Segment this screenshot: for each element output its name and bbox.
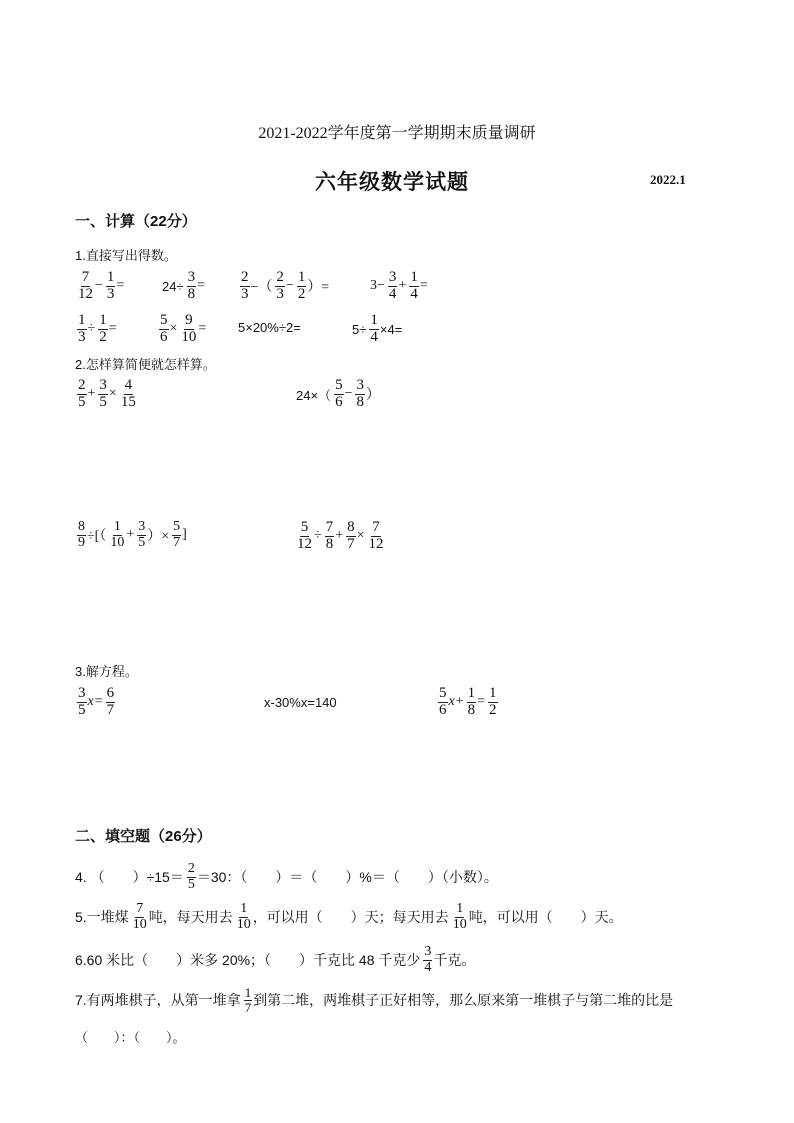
fraction: $\frac{6}{7}$ xyxy=(106,685,115,718)
q3-equation-2: x-30%x=140 xyxy=(264,695,337,710)
fraction: $\frac{3}{4}$ xyxy=(388,269,397,302)
exam-subtitle: 2021-2022学年度第一学期期末质量调研 xyxy=(258,125,536,142)
fraction: $\frac{1}{2}$ xyxy=(99,312,107,345)
fraction: $\frac{1}{3}$ xyxy=(78,312,86,345)
q4-line: 4. （ ）÷15＝ $\frac{2}{5}$ ＝30：（ ）＝（ ）%＝（ ）（小数）。 xyxy=(75,861,498,892)
fraction: $\frac{1}{7}$ xyxy=(244,985,252,1015)
q7-line-1: 7.有两堆棋子，从第一堆拿 $\frac{1}{7}$ 到第二堆，两堆棋子正好相等，那么原来第一堆棋子与第二堆的比是 xyxy=(75,985,674,1015)
fraction: $\frac{3}{8}$ xyxy=(187,269,196,302)
q2-expr-4: $\frac{5}{12}$ ÷ $\frac{7}{8}$ + $\frac{8}{7}$ × $\frac{7}{12}$ xyxy=(297,519,384,552)
q7-line-2: （ ）：（ ）。 xyxy=(75,1030,186,1045)
fraction: $\frac{2}{5}$ xyxy=(78,377,86,410)
q1-row1-expr-c: $\frac{2}{3}$ −（ $\frac{2}{3}$ − $\frac{1}{2}$ ）= xyxy=(241,269,330,302)
section-2-heading: 二、填空题（26分） xyxy=(75,828,212,845)
exam-date: 2022.1 xyxy=(650,172,686,187)
q1-row2-expr-b: $\frac{5}{6}$ × $\frac{9}{10}$ = xyxy=(160,312,207,345)
q3-label: 3.解方程。 xyxy=(75,664,138,679)
fraction: $\frac{1}{10}$ xyxy=(236,901,251,932)
q5-line: 5.一堆煤 $\frac{7}{10}$ 吨，每天用去 $\frac{1}{10}$ ，可以用（ ）天；每天用去 $\frac{1}{10}$ 吨，可以用（ ）天。 xyxy=(75,901,623,932)
fraction: $\frac{7}{10}$ xyxy=(132,901,147,932)
fraction: $\frac{5}{6}$ xyxy=(439,685,447,718)
fraction: $\frac{1}{10}$ xyxy=(110,519,125,550)
fraction: $\frac{2}{3}$ xyxy=(276,269,284,302)
fraction: $\frac{9}{10}$ xyxy=(181,312,197,345)
q1-row1-expr-a: $\frac{7}{12}$ − $\frac{1}{3}$ = xyxy=(78,269,125,302)
fraction: $\frac{3}{5}$ xyxy=(138,519,146,550)
fraction: $\frac{5}{7}$ xyxy=(173,519,181,550)
fraction: $\frac{1}{8}$ xyxy=(467,685,476,718)
q2-expr-2: 24×（ $\frac{5}{6}$ − $\frac{3}{8}$ ） xyxy=(296,377,380,410)
q2-expr-1: $\frac{2}{5}$ + $\frac{3}{5}$ × $\frac{4}{15}$ xyxy=(78,377,136,410)
q1-label: 1.直接写出得数。 xyxy=(75,248,177,263)
fraction: $\frac{1}{2}$ xyxy=(297,269,306,302)
fraction: $\frac{5}{6}$ xyxy=(335,377,343,410)
fraction: $\frac{7}{12}$ xyxy=(368,519,384,552)
q1-row1-expr-d: 3− $\frac{3}{4}$ + $\frac{1}{4}$ = xyxy=(370,269,428,302)
q1-row2-expr-d: 5÷ $\frac{1}{4}$ ×4= xyxy=(352,312,403,345)
fraction: $\frac{1}{4}$ xyxy=(410,269,418,302)
fraction: $\frac{3}{5}$ xyxy=(99,377,107,410)
fraction: $\frac{1}{3}$ xyxy=(106,269,115,302)
fraction: $\frac{2}{3}$ xyxy=(241,269,249,302)
q3-equation-3: $\frac{5}{6}$ x + $\frac{1}{8}$ = $\frac{1}{2}$ xyxy=(439,685,497,718)
fraction: $\frac{8}{7}$ xyxy=(347,519,355,552)
fraction: $\frac{2}{5}$ xyxy=(187,861,195,892)
q2-expr-3: $\frac{8}{9}$ ÷[（ $\frac{1}{10}$ + $\frac{3}{5}$ ）× $\frac{5}{7}$ ] xyxy=(78,519,187,550)
q1-row2-expr-a: $\frac{1}{3}$ ÷ $\frac{1}{2}$ = xyxy=(78,312,117,345)
fraction: $\frac{7}{12}$ xyxy=(78,269,93,302)
exam-title: 六年级数学试题 xyxy=(315,170,469,194)
section-1-heading: 一、计算（22分） xyxy=(75,213,197,230)
q2-label: 2.怎样算简便就怎样算。 xyxy=(75,357,216,372)
fraction: $\frac{5}{6}$ xyxy=(160,312,168,345)
q6-line: 6.60 米比（ ）米多 20%；（ ）千克比 48 千克少 $\frac{3}{4}$ 千克。 xyxy=(75,944,476,975)
q1-row1-expr-b: 24÷ $\frac{3}{8}$ = xyxy=(162,269,206,302)
fraction: $\frac{8}{9}$ xyxy=(78,519,85,550)
fraction: $\frac{1}{4}$ xyxy=(370,312,378,345)
q3-equation-1: $\frac{3}{5}$ x = $\frac{6}{7}$ xyxy=(78,685,115,718)
fraction: $\frac{3}{8}$ xyxy=(356,377,364,410)
fraction: $\frac{1}{10}$ xyxy=(452,901,467,932)
q1-row2-expr-c: 5×20%÷2= xyxy=(238,320,301,335)
fraction: $\frac{4}{15}$ xyxy=(120,377,136,410)
fraction: $\frac{3}{4}$ xyxy=(424,944,432,975)
fraction: $\frac{3}{5}$ xyxy=(78,685,86,718)
fraction: $\frac{7}{8}$ xyxy=(325,519,334,552)
fraction: $\frac{5}{12}$ xyxy=(297,519,312,552)
fraction: $\frac{1}{2}$ xyxy=(489,685,497,718)
